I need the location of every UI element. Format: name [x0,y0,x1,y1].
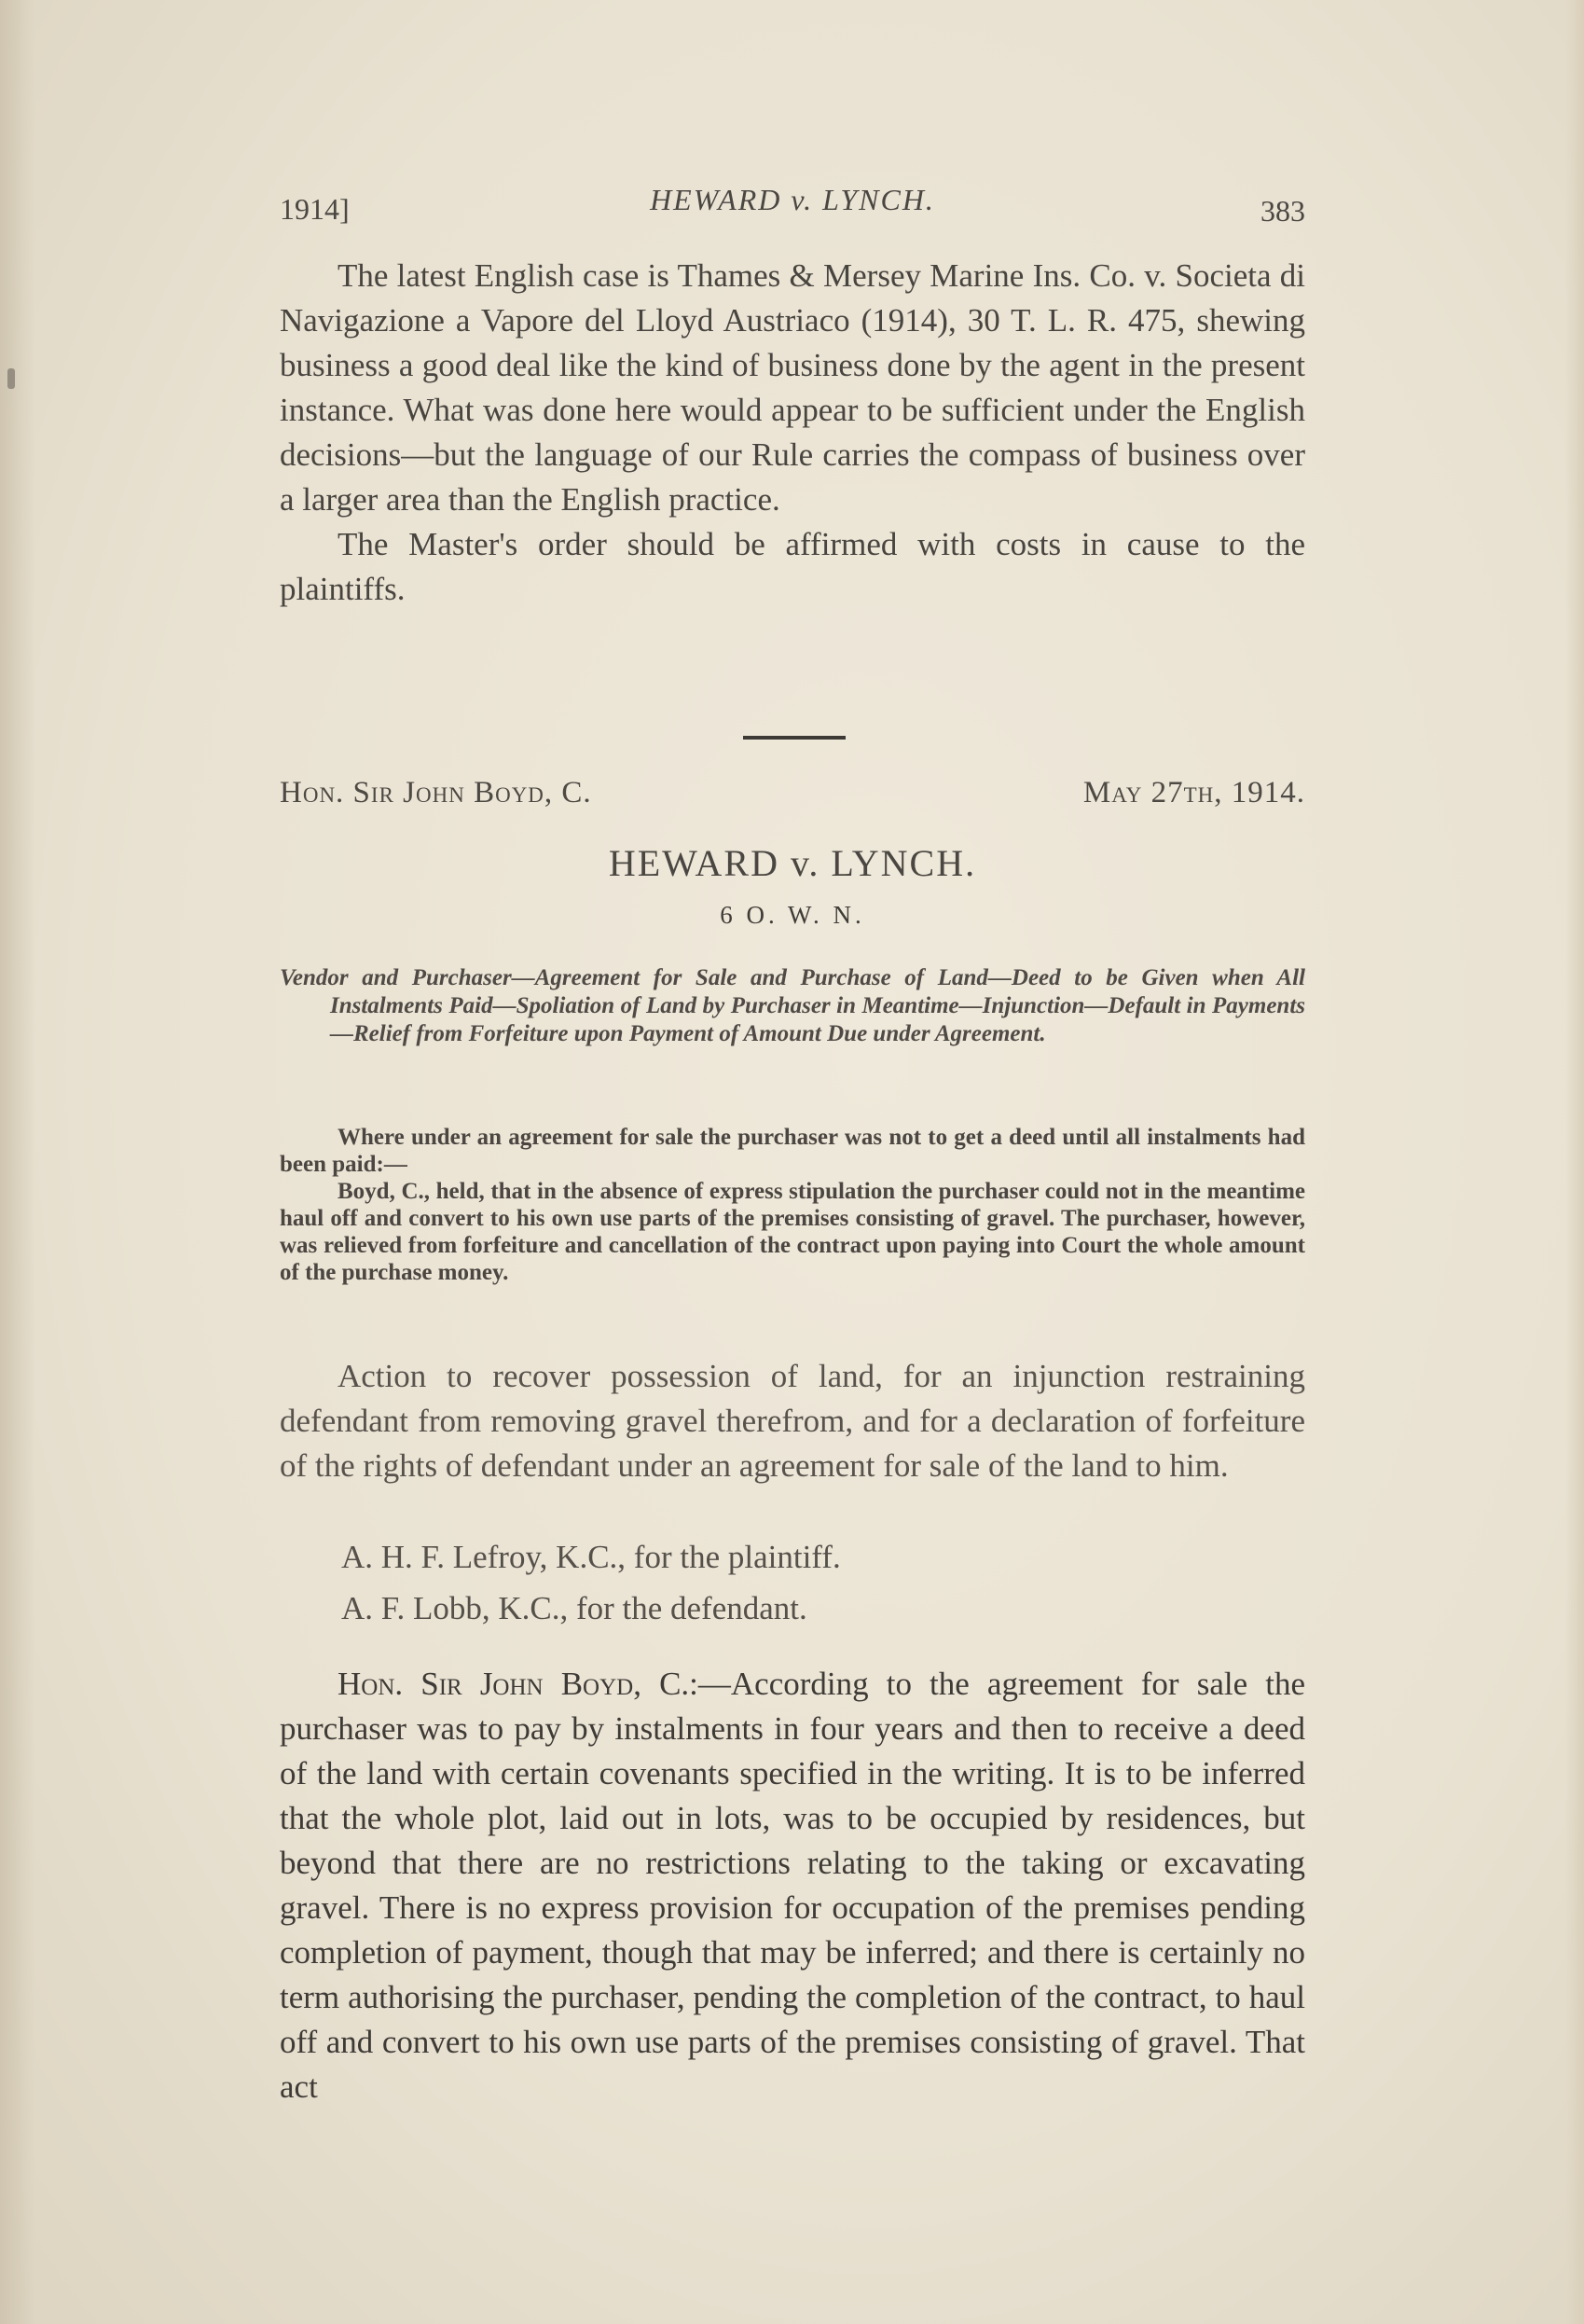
action-statement [280,1354,1305,1488]
summary-paragraph-1: Where under an agreement for sale the purchaser was not to get a deed until all instalments had been paid:— [280,1125,1305,1177]
action-paragraph: Action to recover possession of land, for an injunction restraining defendant from removing gravel therefrom, and for a declaration of forfeiture of the rights of defendant under an agreement for sale of the land to him. [280,1358,1305,1484]
page-spine-shadow [0,0,35,2324]
previous-case-paragraph-2: The Master's order should be affirmed with costs in cause to the plaintiffs. [280,526,1305,607]
summary-paragraph-2: Boyd, C., held, that in the absence of express stipulation the purchaser could not in the meantime haul off and convert to his own use parts of the premises consisting of gravel. The purchaser, however, was relieved from forfeiture and cancellation of the contract upon paying into Court the whole amount of the purchase money. [280,1179,1305,1285]
page-number: 383 [1260,194,1305,228]
header-year: 1914] [280,192,350,226]
header-running-title: HEWARD v. LYNCH. [650,183,935,216]
counsel-plaintiff [280,1539,1305,1576]
previous-case-paragraph-1: The latest English case is Thames & Mersey Marine Ins. Co. v. Societa di Navigazione a Vapore del Lloyd Austriaco (1914), 30 T. L. R. 475, shewing business a good deal like the kind of business done by the agent in the present instance. What was done here would appear to be sufficient under the English decisions—but the language of our Rule carries the compass of business over a larger area than the English practice. [280,257,1305,518]
case-headnote: Vendor and Purchaser—Agreement for Sale and Purchase of Land—Deed to be Given when All Instalments Paid—Spoliation of Land by Purchaser in Meantime—Injunction—Default in Payments—Relief from Forfeiture upon Payment of Amount Due under Agreement. [280,965,1305,1046]
previous-case-conclusion [280,254,1305,612]
judgment-paragraph [280,1662,1305,2110]
running-header [280,183,1305,229]
page-edge-shadow [1565,0,1584,2324]
counsel-plaintiff-text: A. H. F. Lefroy, K.C., for the plaintiff. [341,1539,841,1575]
judge-name: Hon. Sir John Boyd, C. [280,776,592,809]
case-citation: 6 O. W. N. [720,901,865,929]
judgment-text: :—According to the agreement for sale the purchaser was to pay by instalments in four years and then to receive a deed of the land with certain covenants specified in the writing. It is to be inferred that the whole plot, laid out in lots, was to be occupied by residences, but beyond that there are no restrictions relating to the taking or excavating gravel. There is no express provision for occupation of the premises pending completion of payment, though that may be inferred; and there is certainly no term authorising the purchaser, pending the completion of the contract, to haul off and convert to his own use parts of the premises consisting of gravel. That act [280,1666,1305,2105]
judge-date-line [280,776,1305,817]
judgment [280,1662,1305,2110]
margin-mark [7,368,15,389]
case-title: HEWARD v. LYNCH. [608,842,977,884]
counsel-defendant [280,1590,1305,1627]
judgment-speaker: Hon. Sir John Boyd, C. [337,1666,690,1702]
case-summary [280,1124,1305,1286]
counsel-defendant-text: A. F. Lobb, K.C., for the defendant. [341,1590,807,1626]
section-divider [743,736,846,740]
decision-date: May 27th, 1914. [1082,776,1305,809]
